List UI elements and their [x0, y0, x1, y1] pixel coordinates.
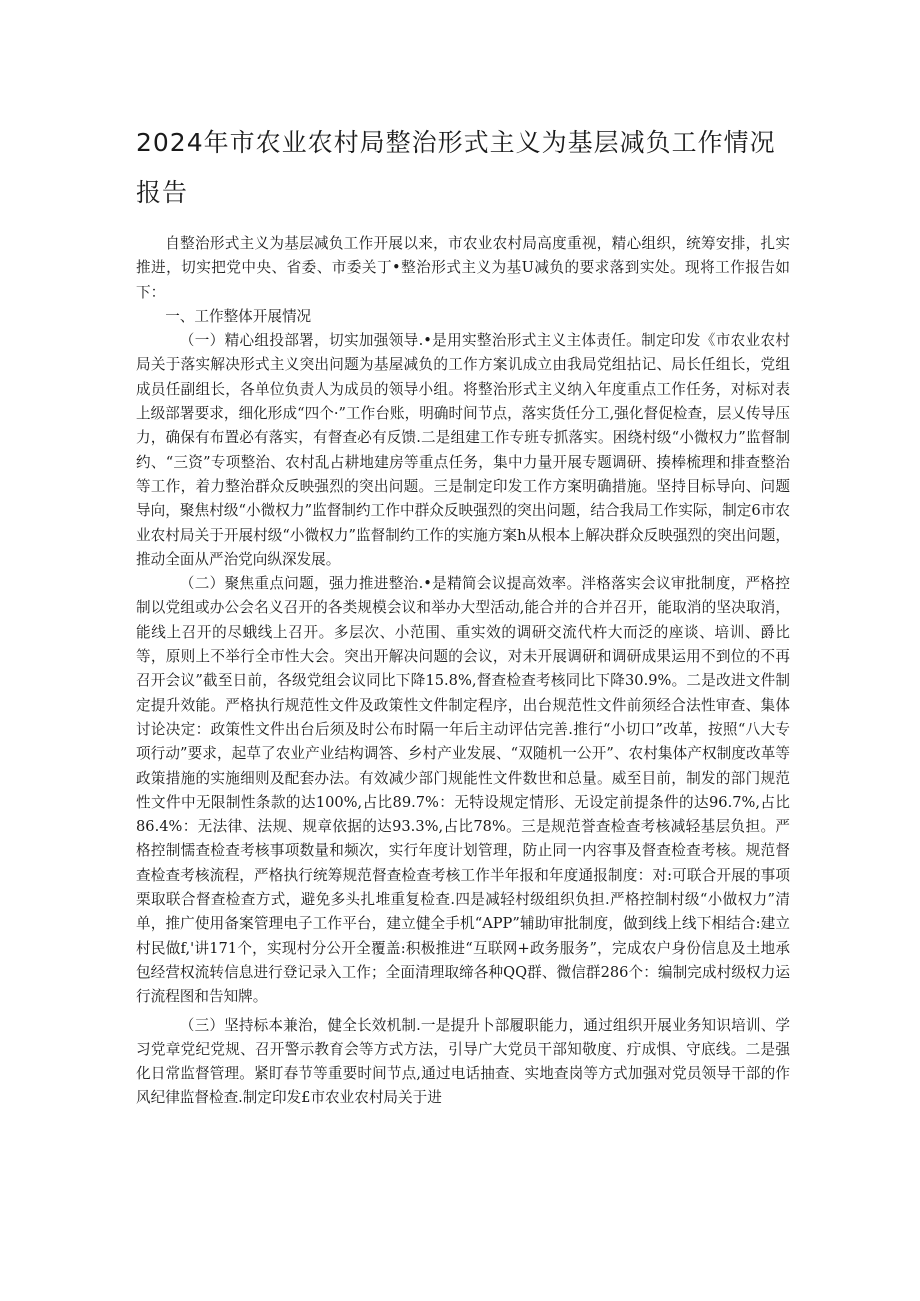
item-1-paragraph: （一）精心组投部署，切实加强领导.•是用实整治形式主义主体责任。制定印发《市农业农村局关于落实解决形式主义突出问题为基屋减负的工作方案讥成立由我局党组拈记、局长任组长，党组成员任副组长，各单位负责人为成员的领导小组。将整治形式主义纳入年度重点工作任务，对标对表上级部署要求，细化形成“四个·”工作台账，明确时间节点，落实货任分工,强化督促检查，层乂传导压力，确保有布置必有落实，有督查必有反馈.二是组建工作专班专抓落实。困绕村级“小微权力”监督制约、“三资”专项整治、农村乱占耕地建房等重点任务，集中力量开展专题调研、揍棒梳理和排查整治等工作，着力整治群众反映强烈的突出问题。三是制定印发工作方案明确措施。坚持目标导向、问题导向，聚焦村级“小微权力”监督制约工作中群众反映强烈的突出问题，结合我局工作实际，制定6市农业农村局关于开展村级“小微权力”监督制约工作的实施方案h从根本上解决群众反映强烈的突出问题，推动全面从严治党向纵深发展。	[136, 332, 790, 568]
document-title: 2024年市农业农村局整治形式主义为基层减负工作情况报告	[136, 128, 776, 207]
document-body	[136, 232, 790, 1111]
item-2-paragraph: （二）聚焦重点问题，强力推进整治.•是精简会议提高效率。泮格落实会议审批制度，严格控制以党组或办公会名义召开的各类规模会议和举办大型活动,能合并的合并召开，能取消的坚决取消，能线上召开的尽蛾线上召开。多层次、小范围、重实效的调研交流代杵大而泛的座谈、培训、爵比等，原则上不举行全市性大会。突出开解决问题的会议，对未开展调研和调研成果运用不到位的不再召开会议”截至日前，各级党组会议同比下降15.8%,督查检查考核同比下降30.9%。二是改进文件制定提升效能。严格执行规范性文件及政策性文件制定程序，出台规范性文件前须经合法性审查、集体讨论决定：政策性文件出台后须及时公布时隔一年后主动评估完善.推行“小切口”改革，按照“八大专项行动”要求，起草了农业产业结构调答、乡村产业发展、“双随机一公开”、农村集体产权制度改革等政策措施的实施细则及配套办法。有效减少部门规能性文件数世和总量。威至目前，制发的部门规范性文件中无限制性条款的达100%,占比89.7%：无特设规定情形、无设定前提条件的达96.7%,占比86.4%：无法律、法规、规章依据的达93.3%,占比78%。三是规范誉查检查考核减轻基层负担。严格控制懦查检查考核事项数量和频次，实行年度计划管理，防止同一内容事及督查检查考核。规范督查检查考核流程，严格执行统筹规范督查检查考核工作半年报和年度通报制度：对:可联合开展的事项栗取联合督查检查方式，避免多头扎堆重复检查.四是减轻村级组织负担.严格控制村级“小做权力”清单，推广使用备案管理电子工作平台，建立健全手机“APP”辅助审批制度，做到线上线下相结合:建立村民做f,'讲171个，实现村分公开全覆盖:积极推进“互联网+政务服务”，完成农户身份信息及土地承包经营权流转信息进行登记录入工作；全面清理取缔各种QQ群、微信群286个：编制完成村级权力运行流程图和告知牌。	[136, 575, 790, 1006]
intro-paragraph: 自整治形式主义为基层减负工作开展以来，市农业农村局高度重视，精心组织，统筹安排，扎实推进，切实把党中央、省委、市委关丁•整治形式主义为基U减负的要求落到实处。现将工作报告如下：	[136, 235, 790, 301]
section-heading: 一、工作整体开展情况	[165, 307, 312, 325]
item-3-paragraph: （三）坚持标本兼治，健全长效机制.一是提升卜部履职能力，通过组织开展业务知识培训、学习党章党纪党规、召开警示教育会等方式方法，引导广大党员干部知敬度、疔成惧、守底线。二是强化日常监督管理。紧盯春节等重要时间节点,通过电话抽查、实地查岗等方式加强对党员领导干部的作风纪律监督检查.制定印发£市农业农村局关于进	[136, 1016, 790, 1107]
